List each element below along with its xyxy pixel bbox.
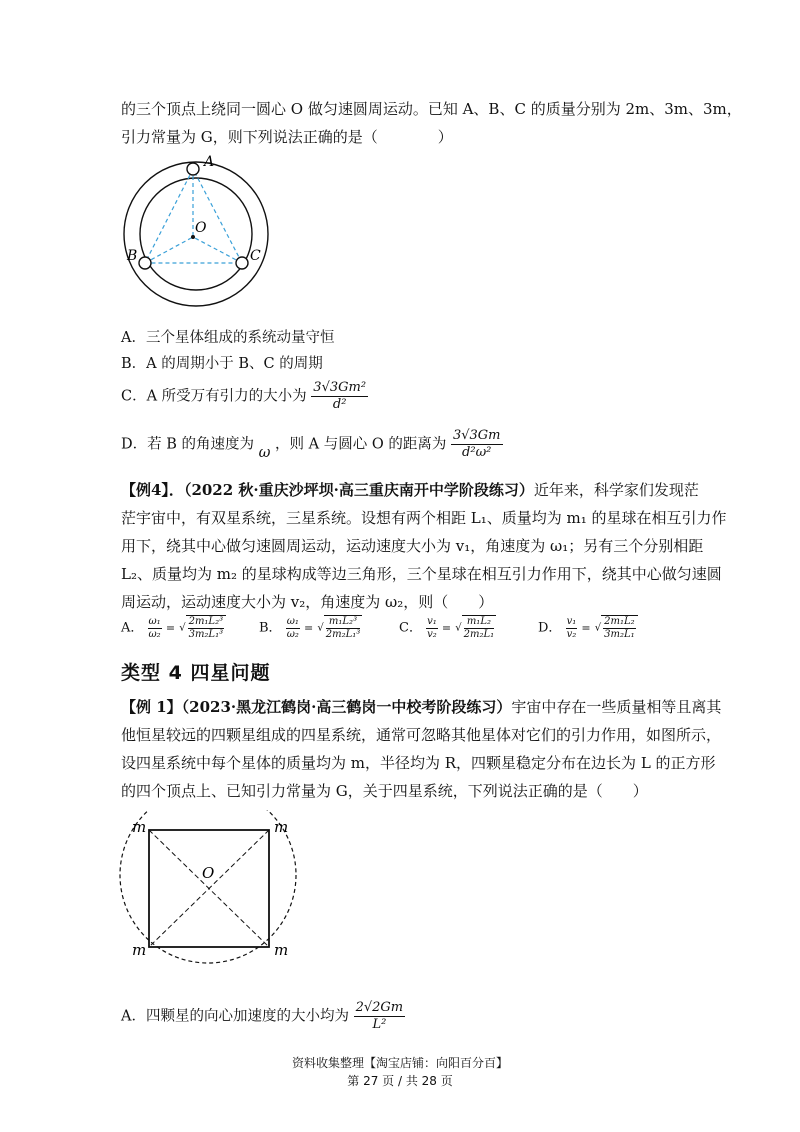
option-c-fraction [311, 380, 368, 413]
line-ob [145, 237, 193, 263]
option-c-prefix: C．A 所受万有引力的大小为 [121, 388, 307, 405]
ex4-option-d-label: D． [538, 620, 562, 636]
three-star-figure [118, 152, 278, 314]
option-b: B．A 的周期小于 B、C 的周期 [121, 356, 323, 372]
ex4-option-a-lhs-den: ω₂ [148, 628, 161, 640]
label-m-top-right: m [274, 818, 289, 836]
section-heading: 类型 4 四星问题 [121, 662, 271, 684]
ex4-option-b-rhs: √ $\frac{\text{m₁L₂³}}{\text{2m₂L₁³}}$ [317, 616, 361, 640]
option-d-prefix: D．若 B 的角速度为 [121, 436, 254, 453]
ex1-line-1 [121, 696, 721, 718]
ex1-line1-rest: 宇宙中存在一些质量相等且离其 [511, 698, 722, 716]
ex4-option-a-rhs-num: 2m₁L₂³ [188, 616, 224, 627]
ex4-option-c: C． $\frac{\text{v₁}}{\text{v₂}}$ = √ $\frac{\text{m₁L₂}}{\text{2m₂L₁}}$ [399, 615, 495, 640]
ex1-line-2: 他恒星较远的四颗星组成的四星系统，通常可忽略其他星体对它们的引力作用，如图所示， [121, 726, 722, 744]
option-c-den: d² [332, 397, 347, 412]
ex4-option-a-lhs-num: ω₁ [148, 615, 161, 627]
label-m-bottom-right: m [274, 941, 289, 959]
label-b: B [127, 248, 138, 264]
footer-source: 资料收集整理【淘宝店铺：向阳百分百】 [291, 1056, 508, 1070]
ex4-line-5: 周运动，运动速度大小为 v₂，角速度为 ω₂，则（ ） [121, 593, 494, 611]
ex4-option-a-label: A． [121, 620, 144, 636]
option-a: A．三个星体组成的系统动量守恒 [121, 330, 335, 346]
star-b [139, 257, 151, 269]
ex1-option-a-den: L² [372, 1017, 387, 1032]
ex4-option-c-lhs-num: v₁ [427, 615, 437, 627]
ex4-tag: 【例4】． [121, 481, 184, 499]
ex4-option-d-rhs: √ $\frac{\text{2m₁L₂}}{\text{3m₂L₁}}$ [595, 615, 638, 641]
ex4-option-a-rhs-den: 3m₂L₁³ [188, 629, 224, 640]
ex4-line-3: 用下，绕其中心做匀速圆周运动，运动速度大小为 v₁，角速度为 ω₁；另有三个分别相距 [121, 537, 704, 555]
option-d [121, 428, 503, 461]
option-c [121, 380, 368, 413]
ex4-source: （2022 秋·重庆沙坪坝·高三重庆南开中学阶段练习） [183, 481, 534, 499]
ex4-option-a: A． $\frac{\text{ω₁}}{\text{ω₂}}$ = √ $\frac{\text{2m₁L₂³}}{\text{3m₂L₁³}}$ [121, 615, 226, 641]
ex4-option-d-rhs-den: 3m₂L₁ [604, 629, 635, 640]
footer-page-number: 第 27 页 / 共 28 页 [347, 1074, 453, 1088]
four-star-figure [118, 810, 318, 980]
ex4-option-b-lhs-num: ω₁ [286, 615, 299, 627]
option-d-den: d²ω² [462, 445, 492, 460]
ex4-option-d: D． $\frac{\text{v₁}}{\text{v₂}}$ = √ $\frac{\text{2m₁L₂}}{\text{3m₂L₁}}$ [538, 615, 638, 641]
label-o: O [195, 220, 207, 236]
option-c-num: 3√3Gm² [313, 380, 367, 395]
option-d-mid: ，则 A 与圆心 O 的距离为 [275, 436, 447, 453]
ex4-line-4: L₂、质量均为 m₂ 的星球构成等边三角形，三个星球在相互引力作用下，绕其中心做匀速圆 [121, 565, 722, 583]
ex4-option-c-rhs-num: m₁L₂ [464, 616, 495, 629]
ex4-option-c-rhs: √ $\frac{\text{m₁L₂}}{\text{2m₂L₁}}$ [455, 616, 495, 640]
option-d-omega: ω [258, 444, 271, 461]
ex4-option-c-rhs-den: 2m₂L₁ [463, 629, 495, 640]
ex1-line-3: 设四星系统中每个星体的质量均为 m，半径均为 R，四颗星稳定分布在边长为 L 的正方形 [121, 754, 716, 772]
ex4-option-a-lhs [148, 616, 162, 641]
option-d-num: 3√3Gm [452, 428, 501, 443]
ex4-option-c-lhs [426, 616, 438, 641]
ex1-option-a-prefix: A．四颗星的向心加速度的大小均为 [121, 1008, 349, 1025]
star-c [236, 257, 248, 269]
intro-line-1: 的三个顶点上绕同一圆心 O 做匀速圆周运动。已知 A、B、C 的质量分别为 2m、3m、3m， [121, 100, 742, 118]
ex4-line-1 [121, 479, 699, 501]
ex4-line1-rest: 近年来，科学家们发现茫 [533, 481, 699, 499]
ex4-option-a-rhs: √ $\frac{\text{2m₁L₂³}}{\text{3m₂L₁³}}$ [179, 615, 226, 641]
ex1-line-4: 的四个顶点上、已知引力常量为 G，关于四星系统，下列说法正确的是（ ） [121, 782, 648, 800]
ex1-option-a-fraction [354, 1000, 406, 1033]
label-m-top-left: m [132, 818, 147, 836]
ex4-option-b: B． $\frac{\text{ω₁}}{\text{ω₂}}$ = √ $\frac{\text{m₁L₂³}}{\text{2m₂L₁³}}$ [259, 615, 361, 640]
ex1-option-a-num: 2√2Gm [355, 1000, 404, 1015]
option-d-fraction [451, 428, 503, 461]
label-o-square: O [202, 864, 215, 882]
ex4-option-d-lhs-num: v₁ [566, 615, 577, 627]
ex4-option-b-rhs-num: m₁L₂³ [326, 616, 361, 629]
ex1-tag: 【例 1】 [121, 698, 182, 716]
ex4-line-2: 茫宇宙中，有双星系统，三星系统。设想有两个相距 L₁、质量均为 m₁ 的星球在相互引力作 [121, 509, 727, 527]
ex4-option-d-lhs [566, 616, 578, 641]
label-a: A [204, 154, 215, 170]
star-a [187, 163, 199, 175]
intro-line-2: 引力常量为 G，则下列说法正确的是（ ） [121, 128, 453, 146]
label-c: C [250, 248, 261, 264]
ex4-option-b-lhs [286, 616, 300, 641]
ex1-source: （2023·黑龙江鹤岗·高三鹤岗一中校考阶段练习） [181, 698, 512, 716]
label-m-bottom-left: m [132, 941, 147, 959]
ex4-option-b-lhs-den: ω₂ [286, 628, 299, 640]
ex4-option-b-label: B． [259, 620, 282, 636]
ex4-option-c-label: C． [399, 620, 422, 636]
ex4-option-b-rhs-den: 2m₂L₁³ [325, 629, 361, 640]
ex4-option-d-rhs-num: 2m₁L₂ [604, 616, 635, 627]
ex4-option-c-lhs-den: v₂ [427, 628, 437, 640]
ex1-option-a [121, 1000, 405, 1033]
ex4-option-d-lhs-den: v₂ [566, 628, 577, 640]
